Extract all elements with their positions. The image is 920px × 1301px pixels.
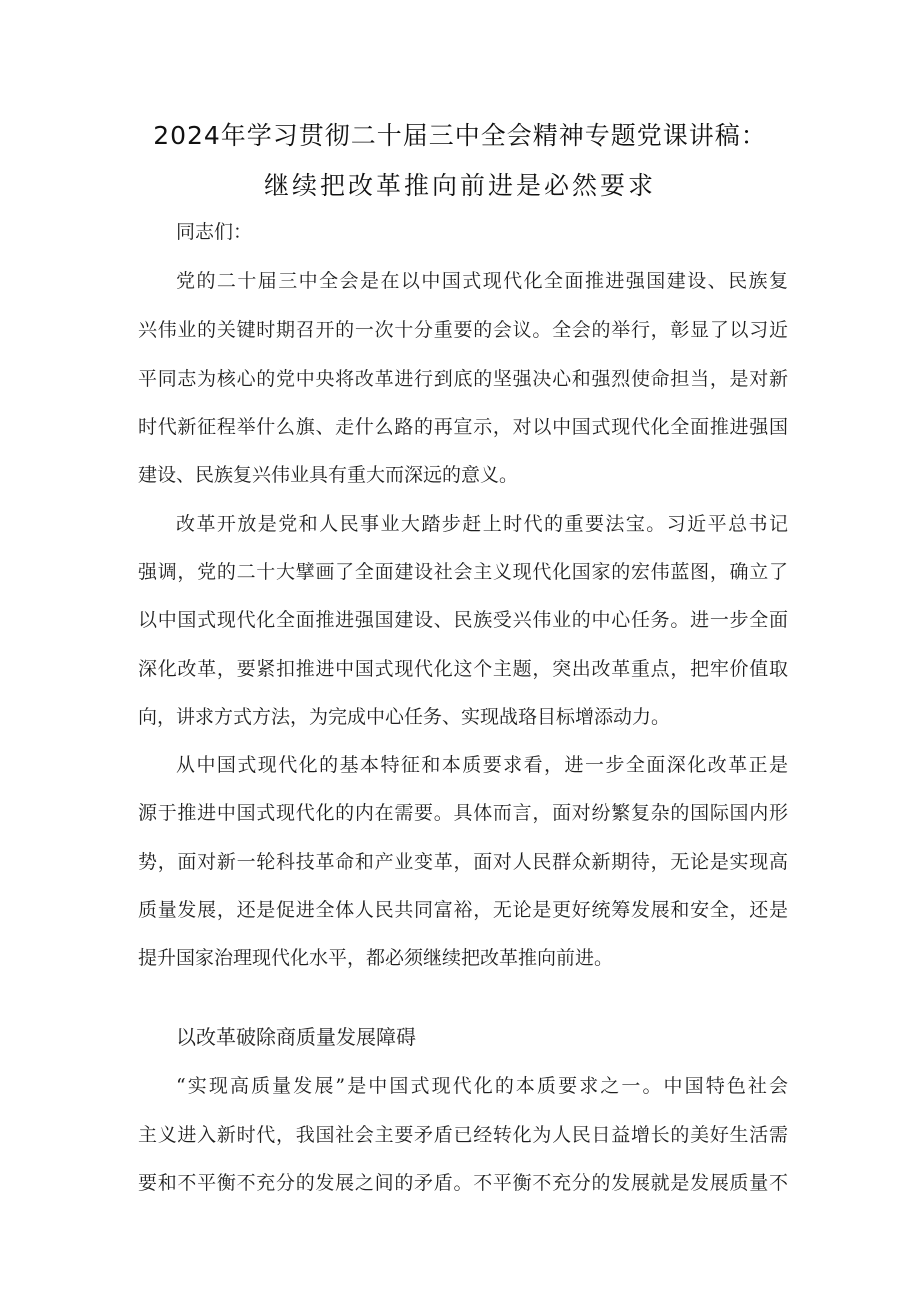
paragraph-2-line: 以中国式现代化全面推进强国建设、民族受兴伟业的中心任务。进一步全面: [138, 609, 788, 631]
paragraph-1-line: 建设、民族复兴伟业具有重大而深远的意义。: [138, 464, 519, 486]
paragraph-1-line: 兴伟业的关键时期召开的一次十分重要的会议。全会的举行，彰显了以习近: [138, 319, 788, 341]
paragraph-1-line: 党的二十届三中全会是在以中国式现代化全面推进强国建设、民族复: [176, 270, 788, 292]
section-paragraph-line: 主义进入新时代，我国社会主要矛盾已经转化为人民日益增长的美好生活需: [138, 1124, 788, 1146]
paragraph-2-line: 向，讲求方式方法，为完成中心任务、实现战珞目标增添动力。: [138, 706, 671, 728]
paragraph-1-line: 平同志为核心的党中央将改革进行到底的坚强决心和强烈使命担当，是对新: [138, 368, 788, 390]
section-heading: 以改革破除商质量发展障碍: [176, 1025, 416, 1049]
section-paragraph-line: “实现高质量发展”是中国式现代化的本质要求之一。中国特色社会: [176, 1075, 788, 1097]
paragraph-3-line: 质量发展，还是促进全体人民共同富裕，无论是更好统筹发展和安全，还是: [138, 899, 788, 921]
paragraph-2-line: 改革开放是党和人民事业大踏步赶上时代的重要法宝。习近平总书记: [176, 513, 788, 535]
paragraph-3-line: 从中国式现代化的基本特征和本质要求看，进一步全面深化改革正是: [176, 754, 788, 776]
document-title-line-2: 继续把改革推向前进是必然要求: [263, 171, 656, 200]
paragraph-3-line: 势，面对新一轮科技革命和产业变革，面对人民群众新期待，无论是实现高: [138, 851, 788, 873]
paragraph-1-line: 时代新征程举什么旗、走什么路的再宣示，对以中国式现代化全面推进强国: [138, 416, 788, 438]
paragraph-3-line: 源于推进中国式现代化的内在需要。具体而言，面对纷繁复杂的国际国内形: [138, 802, 788, 824]
section-paragraph-line: 要和不平衡不充分的发展之间的矛盾。不平衡不充分的发展就是发展质量不: [138, 1172, 788, 1194]
document-title-line-1: 2024年学习贯彻二十届三中全会精神专题党课讲稿：: [153, 121, 767, 150]
paragraph-3-line: 提升国家治理现代化水平，都必须继续把改革推向前进。: [138, 947, 614, 969]
paragraph-2-line: 深化改革，要紧扣推进中国式现代化这个主题，突出改革重点，把牢价值取: [138, 658, 788, 680]
salutation: 同志们：: [176, 221, 253, 243]
paragraph-2-line: 强调，党的二十大擘画了全面建设社会主义现代化国家的宏伟蓝图，确立了: [138, 561, 788, 583]
